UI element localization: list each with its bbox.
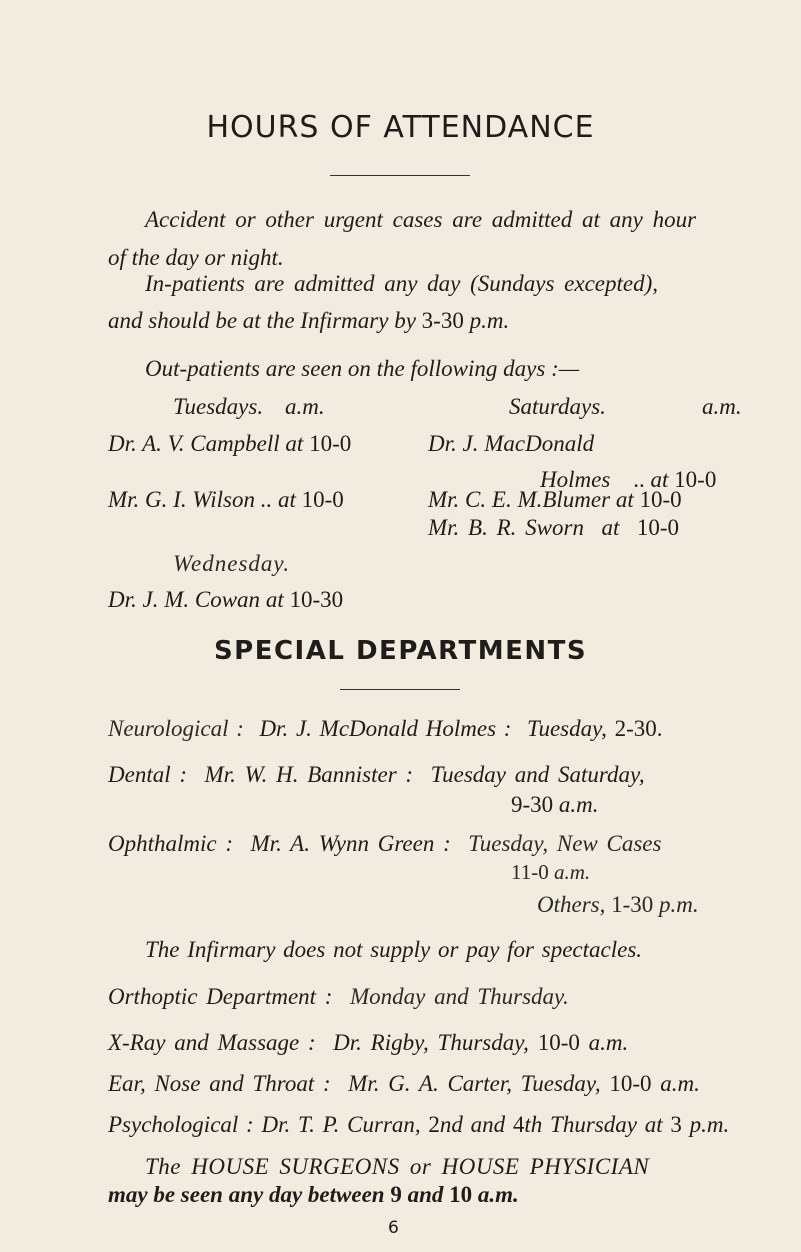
new-cases: Tuesday, New Cases: [468, 831, 662, 856]
ophthalmic-row: [108, 832, 661, 855]
house-line-1: The HOUSE SURGEONS or HOUSE PHYSICIAN: [145, 1154, 650, 1179]
section-title: SPECIAL DEPARTMENTS: [213, 636, 588, 666]
doctor-name: Holmes: [540, 467, 611, 492]
ordinal-text: th Thursday at: [524, 1112, 671, 1137]
at-word: at: [285, 431, 304, 456]
doctor-name: Mr. W. H. Bannister :: [204, 762, 414, 787]
dots: ..: [633, 467, 645, 492]
at-word: at: [265, 587, 284, 612]
inpatients-text-a: and should be at the Infirmary by: [108, 308, 422, 333]
dept-label: Neurological :: [108, 716, 244, 741]
inpatients-time: 3-30: [421, 308, 464, 333]
psychological-row: [108, 1113, 729, 1136]
page-number: 6: [388, 1218, 399, 1238]
doctor-name: Dr. Rigby, Thursday,: [333, 1030, 529, 1055]
at-word: at: [277, 487, 296, 512]
time: 10-0: [609, 1071, 652, 1096]
period: p.m.: [681, 1112, 730, 1137]
schedule-row: [428, 488, 682, 511]
tuesday-period: a.m.: [285, 394, 325, 419]
spectacles-note: The Infirmary does not supply or pay for spectacles.: [145, 937, 643, 962]
doctor-name: Mr. G. A. Carter, Tuesday,: [348, 1071, 601, 1096]
house-line-2: [108, 1183, 519, 1206]
doctor-name: Dr. J. McDonald Holmes :: [259, 716, 512, 741]
doctor-name: Dr. T. P. Curran,: [261, 1112, 421, 1137]
ordinal-number: 2: [428, 1112, 440, 1137]
dental-time: [511, 793, 599, 816]
period: a.m.: [660, 1071, 700, 1096]
house-text-b: and: [401, 1182, 450, 1207]
at-word: at: [615, 487, 634, 512]
time: 3: [670, 1112, 682, 1137]
at-word: at: [601, 515, 620, 540]
time: 11-0: [511, 860, 549, 884]
house-text-a: may be seen any day between: [108, 1182, 391, 1207]
schedule-row: [108, 432, 351, 455]
dept-label: Psychological :: [108, 1112, 254, 1137]
inpatients-line-2: [108, 309, 509, 332]
dept-label: X-Ray and Massage :: [108, 1030, 316, 1055]
accident-line-2: of the day or night.: [108, 245, 284, 270]
dept-label: Dental :: [108, 762, 188, 787]
schedule-row: [108, 488, 344, 511]
time: 10: [449, 1182, 473, 1207]
time: 10-0: [674, 467, 717, 492]
doctor-name: Mr. A. Wynn Green :: [250, 831, 451, 856]
title-divider: [330, 175, 470, 176]
at-word: at: [650, 467, 669, 492]
time: 10-0: [636, 515, 680, 540]
period: a.m.: [553, 860, 591, 884]
time: 10-0: [301, 487, 344, 512]
dept-label: Orthoptic Department :: [108, 984, 333, 1009]
time: 9: [390, 1182, 402, 1207]
inpatients-line-1: In-patients are admitted any day (Sundays excepted),: [145, 271, 659, 296]
inpatients-text-b: p.m.: [463, 308, 510, 333]
period: a.m.: [588, 1030, 629, 1055]
day: Tuesday and Saturday,: [430, 762, 645, 787]
saturday-period: a.m.: [702, 394, 742, 419]
time: 1-30: [611, 892, 654, 917]
doctor-name: Mr. G. I. Wilson ..: [108, 487, 273, 512]
period: p.m.: [659, 892, 699, 917]
day: Tuesday,: [526, 716, 607, 741]
outpatients-intro: Out-patients are seen on the following days :—: [145, 356, 580, 381]
saturday-heading: Saturdays.: [509, 394, 606, 419]
schedule-row: Dr. J. MacDonald: [428, 431, 595, 456]
period: a.m.: [558, 792, 599, 817]
ophthalmic-new-time: [511, 862, 590, 883]
time: 10-30: [289, 587, 344, 612]
ent-row: [108, 1072, 700, 1095]
page-title: HOURS OF ATTENDANCE: [206, 110, 595, 145]
doctor-name: Mr. C. E. M.Blumer: [428, 487, 611, 512]
xray-row: [108, 1031, 628, 1054]
orthoptic-row: [108, 985, 569, 1008]
dept-label: Ophthalmic :: [108, 831, 234, 856]
schedule-row: [428, 516, 679, 539]
time: 2-30.: [614, 716, 663, 741]
ordinal-number: 4: [512, 1112, 525, 1137]
doctor-name: Mr. B. R. Sworn: [428, 515, 584, 540]
wednesday-heading: Wednesday.: [173, 551, 291, 576]
dental-row: [108, 763, 645, 786]
ordinal-text: nd and: [439, 1112, 513, 1137]
schedule-row: [108, 588, 343, 611]
time: 10-0: [537, 1030, 580, 1055]
doctor-name: Dr. A. V. Campbell: [108, 431, 280, 456]
accident-line-1: Accident or other urgent cases are admitted at any hour: [145, 207, 697, 232]
time: 10-0: [309, 431, 352, 456]
doctor-name: Dr. J. M. Cowan: [108, 587, 261, 612]
day: Monday and Thursday.: [349, 984, 569, 1009]
house-text-c: a.m.: [472, 1182, 519, 1207]
dept-label: Ear, Nose and Throat :: [108, 1071, 331, 1096]
time: 10-0: [639, 487, 682, 512]
section-divider: [340, 689, 460, 690]
neurological-row: [108, 717, 663, 740]
tuesday-heading: Tuesdays.: [173, 394, 264, 419]
others-label: Others,: [537, 892, 606, 917]
time: 9-30: [511, 792, 554, 817]
ophthalmic-others: [537, 893, 699, 916]
